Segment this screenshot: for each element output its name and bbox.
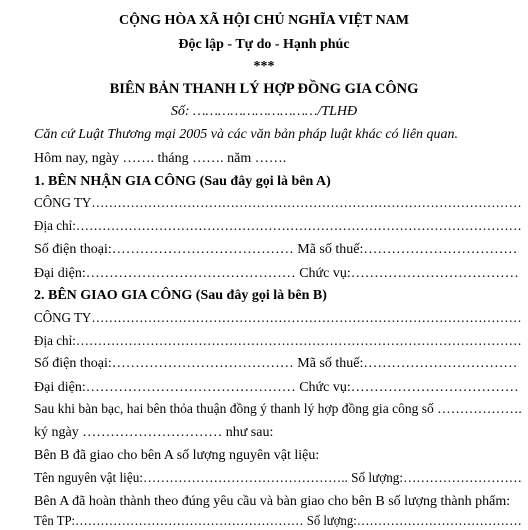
- party-a-address: Địa chỉ:…………………………………………………………………………………………: [34, 219, 522, 234]
- document-number: Số: …………………………/TLHĐ: [170, 104, 358, 119]
- date-line: Hôm nay, ngày ……. tháng ……. năm …….: [34, 151, 287, 166]
- party-b-address: Địa chỉ:…………………………………………………………………………………………: [34, 334, 522, 349]
- party-b-company: CÔNG TY………………………………………………………………………………………: [34, 311, 522, 326]
- materials-intro: Bên B đã giao cho bên A số lượng nguyên vật liệu:: [34, 448, 320, 463]
- agreement-line-2: ký ngày ………………………… như sau:: [34, 425, 274, 440]
- motto: Độc lập - Tự do - Hạnh phúc: [178, 37, 350, 52]
- products-line: Tên TP:……………………………………………… Số lượng:…………………………………: [34, 514, 522, 529]
- document-title: BIÊN BẢN THANH LÝ HỢP ĐỒNG GIA CÔNG: [109, 81, 419, 97]
- party-b-representative: Đại diện:……………………………………… Chức vụ:………………………………: [34, 380, 519, 395]
- national-title: CỘNG HÒA XÃ HỘI CHỦ NGHĨA VIỆT NAM: [118, 13, 409, 28]
- agreement-line-1: Sau khi bàn bạc, hai bên thỏa thuận đồng ý thanh lý hợp đồng gia công số ……………….: [34, 402, 522, 417]
- party-a-heading: 1. BÊN NHẬN GIA CÔNG (Sau đây gọi là bên A): [34, 174, 331, 189]
- stars-separator: ***: [253, 59, 275, 74]
- party-a-phone: Số điện thoại:………………………………… Mã số thuế:……………………………: [34, 242, 518, 257]
- party-b-heading: 2. BÊN GIAO GIA CÔNG (Sau đây gọi là bên B): [34, 288, 327, 303]
- party-b-phone: Số điện thoại:………………………………… Mã số thuế:……………………………: [34, 356, 518, 371]
- products-intro: Bên A đã hoàn thành theo đúng yêu cầu và bàn giao cho bên B số lượng thành phẩm:: [34, 494, 511, 509]
- materials-line: Tên nguyên vật liệu:……………………………………….. Số lượng:………………………: [34, 471, 523, 486]
- party-a-representative: Đại diện:……………………………………… Chức vụ:………………………………: [34, 266, 519, 281]
- legal-basis: Căn cứ Luật Thương mại 2005 và các văn bản pháp luật khác có liên quan.: [34, 127, 459, 142]
- party-a-company: CÔNG TY………………………………………………………………………………………: [34, 196, 522, 211]
